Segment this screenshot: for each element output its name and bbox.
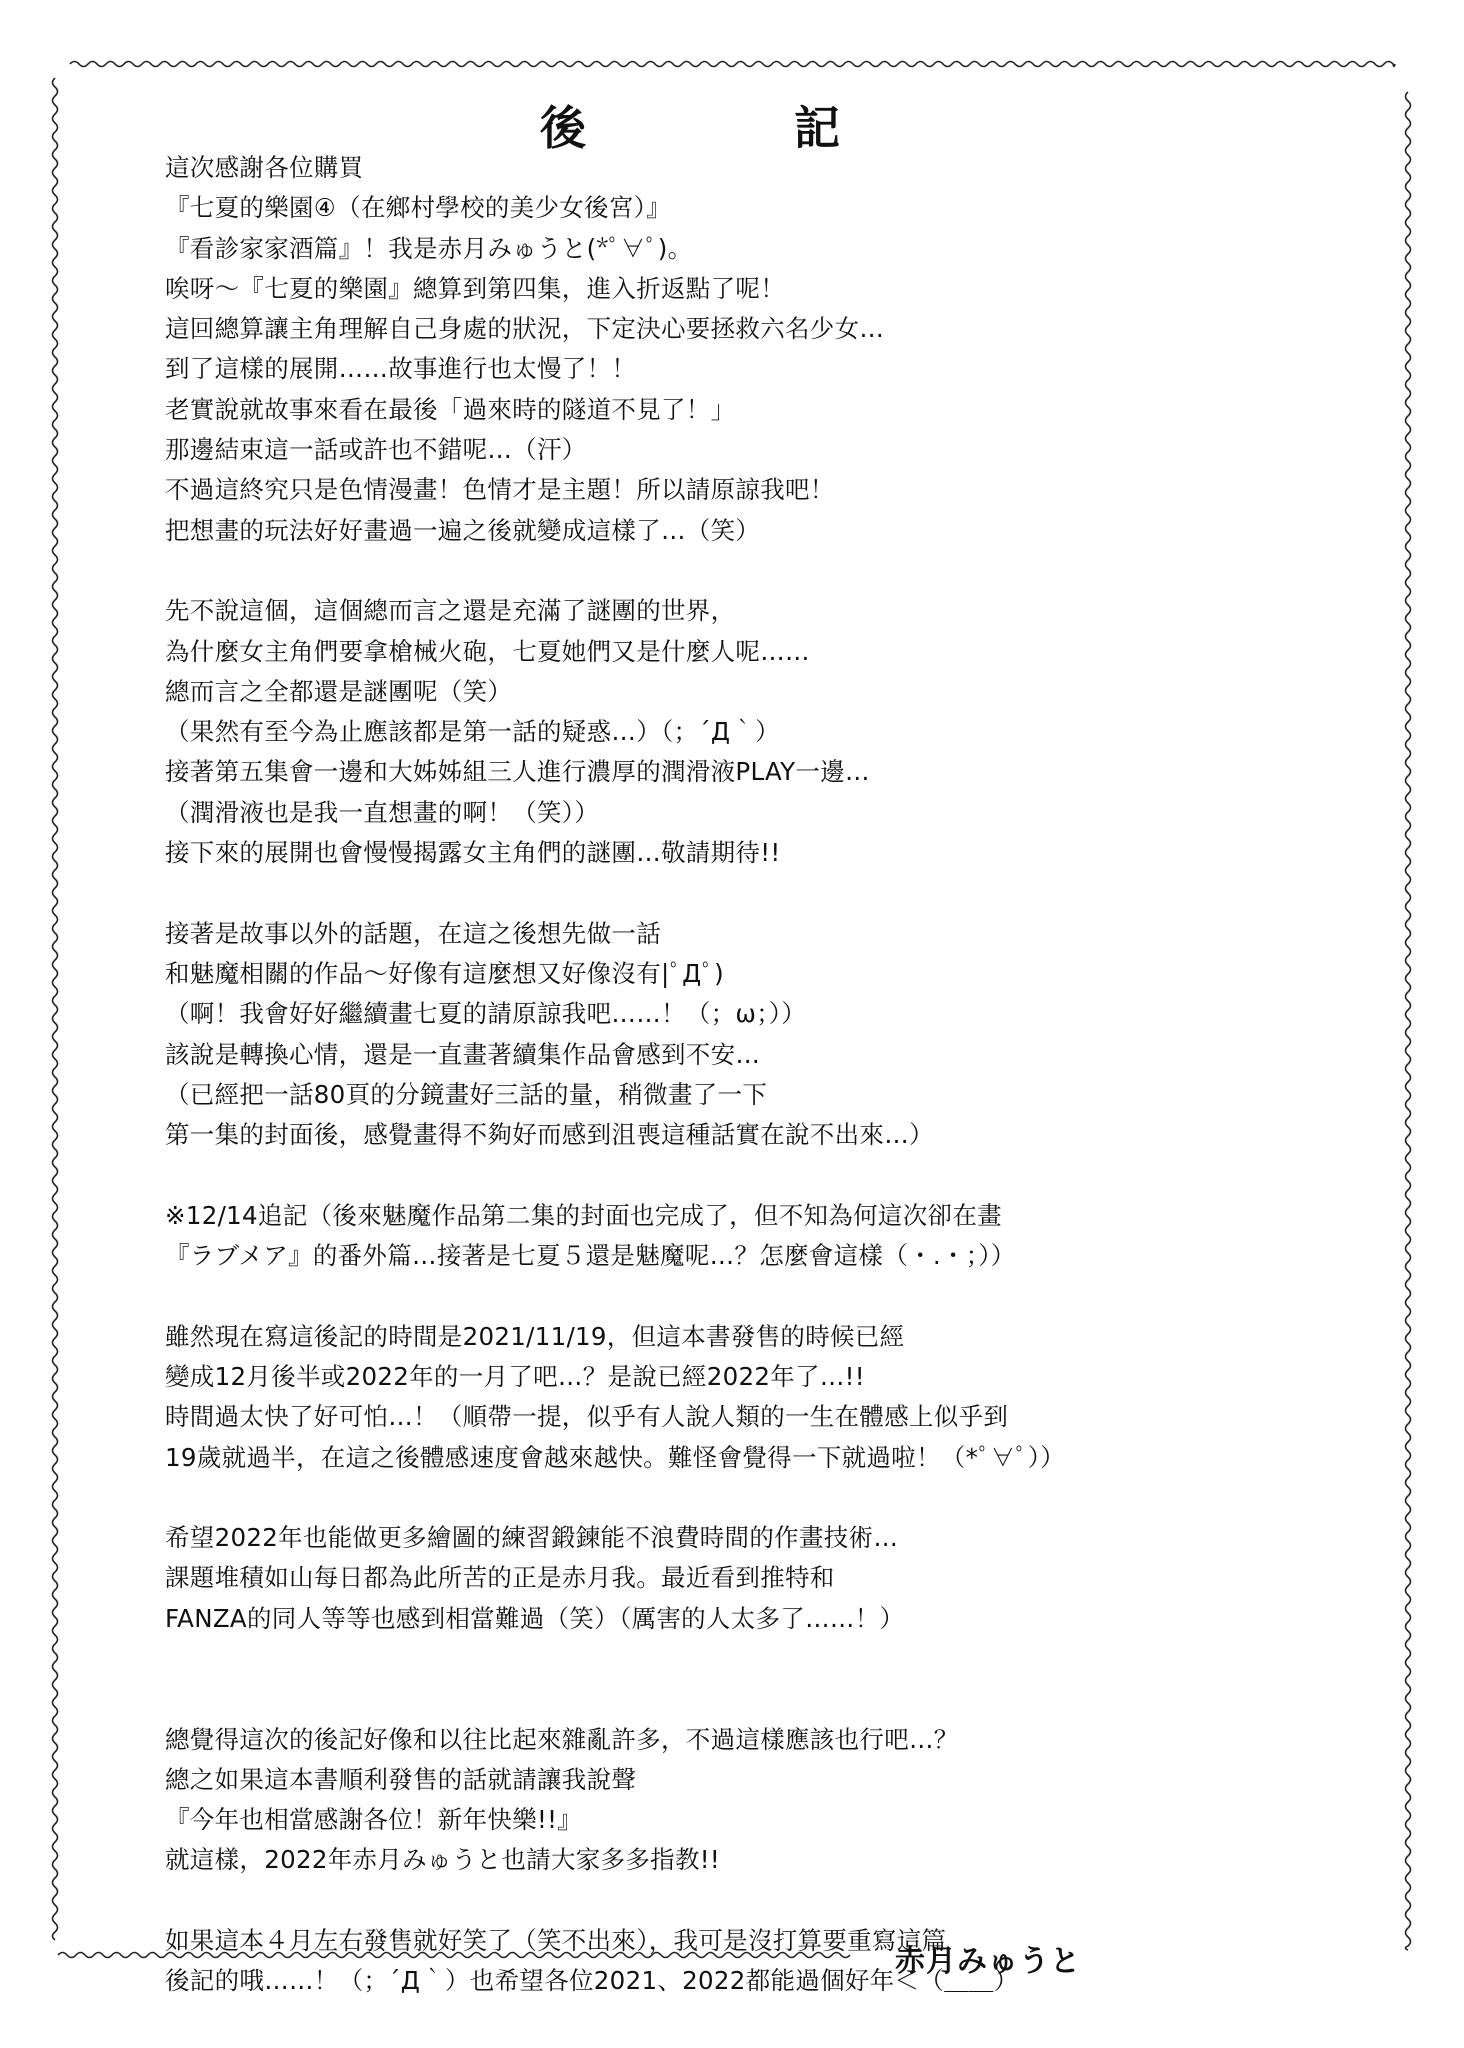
text-line: 把想畫的玩法好好畫過一遍之後就變成這樣了…（笑）: [165, 515, 761, 545]
paragraph: [165, 914, 1315, 1156]
wavy-border-right: [1406, 92, 1411, 1950]
text-line: 到了這樣的展開……故事進行也太慢了！！: [165, 354, 637, 384]
text-line: 如果這本４月左右發售就好笑了（笑不出來），我可是沒打算要重寫這篇: [165, 1926, 947, 1956]
wavy-border-top: [70, 62, 1395, 67]
text-line: （啊！我會好好繼續畫七夏的請原諒我吧……！（；ω；））: [165, 999, 807, 1029]
text-line: 『看診家家酒篇』！我是赤月みゅうと(*ﾟ∀ﾟ)。: [165, 233, 693, 263]
paragraph: [165, 1196, 1315, 1277]
paragraph: [165, 1317, 1315, 1478]
title-char-2: 記: [794, 101, 840, 155]
text-line: 和魅魔相關的作品～好像有這麼想又好像沒有|ﾟДﾟ): [165, 958, 724, 988]
text-line: 那邊結束這一話或許也不錯呢…（汗）: [165, 435, 587, 465]
text-line: 老實說就故事來看在最後「過來時的隧道不見了！」: [165, 394, 736, 424]
text-line: 『ラブメア』的番外篇…接著是七夏５還是魅魔呢…？怎麼會這樣（・.・；））: [165, 1241, 1016, 1271]
text-line: 先不說這個，這個總而言之還是充滿了謎團的世界，: [165, 596, 736, 626]
paragraph: [165, 591, 1315, 873]
text-line: ※12/14追記（後來魅魔作品第二集的封面也完成了，但不知為何這次卻在畫: [165, 1200, 1002, 1230]
text-line: 接下來的展開也會慢慢揭露女主角們的謎團…敬請期待!!: [165, 838, 781, 868]
text-line: 課題堆積如山每日都為此所苦的正是赤月我。最近看到推特和: [165, 1563, 835, 1593]
text-line: 後記的哦……！（；´Д｀）也希望各位2021、2022都能過個好年＜（＿＿）: [165, 1966, 1019, 1996]
text-line: （果然有至今為止應該都是第一話的疑惑…）（；´Д｀）: [165, 717, 780, 747]
text-line: 接著是故事以外的話題，在這之後想先做一話: [165, 918, 661, 948]
text-line: 就這樣，2022年赤月みゅうと也請大家多多指教!!: [165, 1845, 720, 1875]
paragraph: [165, 1921, 1315, 2002]
text-line: 這回總算讓主角理解自己身處的狀況，下定決心要拯救六名少女…: [165, 314, 885, 344]
paragraph: [165, 1518, 1315, 1639]
text-line: 雖然現在寫這後記的時間是2021/11/19，但這本書發售的時候已經: [165, 1321, 905, 1351]
text-line: 唉呀～『七夏的樂園』總算到第四集，進入折返點了呢！: [165, 273, 785, 303]
text-line: 時間過太快了好可怕…！（順帶一提，似乎有人說人類的一生在體感上似乎到: [165, 1402, 1009, 1432]
page-title: [540, 95, 840, 155]
wavy-border-left: [53, 78, 58, 1940]
author-signature: 赤月みゅうと: [895, 1944, 1081, 1979]
text-line: 總之如果這本書順利發售的話就請讓我說聲: [165, 1764, 637, 1794]
text-line: （潤滑液也是我一直想畫的啊！（笑））: [165, 797, 600, 827]
text-line: 總覺得這次的後記好像和以往比起來雜亂許多，不過這樣應該也行吧…？: [165, 1724, 959, 1754]
text-line: 第一集的封面後，感覺畫得不夠好而感到沮喪這種話實在說不出來…）: [165, 1120, 934, 1150]
title-char-1: 後: [540, 101, 586, 155]
text-line: 總而言之全都還是謎團呢（笑）: [165, 676, 513, 706]
text-line: 為什麼女主角們要拿槍械火砲，七夏她們又是什麼人呢……: [165, 636, 810, 666]
text-line: （已經把一話80頁的分鏡畫好三話的量，稍微畫了一下: [165, 1079, 768, 1109]
text-line: 變成12月後半或2022年的一月了吧…？是說已經2022年了…!!: [165, 1361, 865, 1391]
text-line: 『七夏的樂園④（在鄉村學校的美少女後宮）』: [165, 193, 672, 223]
text-line: 這次感謝各位購買: [165, 153, 364, 182]
text-line: FANZA的同人等等也感到相當難過（笑）（厲害的人太多了……！）: [165, 1603, 905, 1633]
text-line: 希望2022年也能做更多繪圖的練習鍛鍊能不浪費時間的作畫技術…: [165, 1523, 899, 1553]
text-line: 接著第五集會一邊和大姊姊組三人進行濃厚的潤滑液PLAY一邊…: [165, 757, 870, 787]
paragraph: [165, 148, 1315, 551]
afterword-body: [165, 148, 1315, 2002]
text-line: 『今年也相當感謝各位！新年快樂!!』: [165, 1805, 583, 1835]
text-line: 該說是轉換心情，還是一直畫著續集作品會感到不安…: [165, 1039, 761, 1069]
text-line: 不過這終究只是色情漫畫！色情才是主題！所以請原諒我吧！: [165, 475, 835, 505]
paragraph: [165, 1720, 1315, 1881]
text-line: 19歲就過半，在這之後體感速度會越來越快。難怪會覺得一下就過啦！（*ﾟ∀ﾟ））: [165, 1442, 1066, 1472]
